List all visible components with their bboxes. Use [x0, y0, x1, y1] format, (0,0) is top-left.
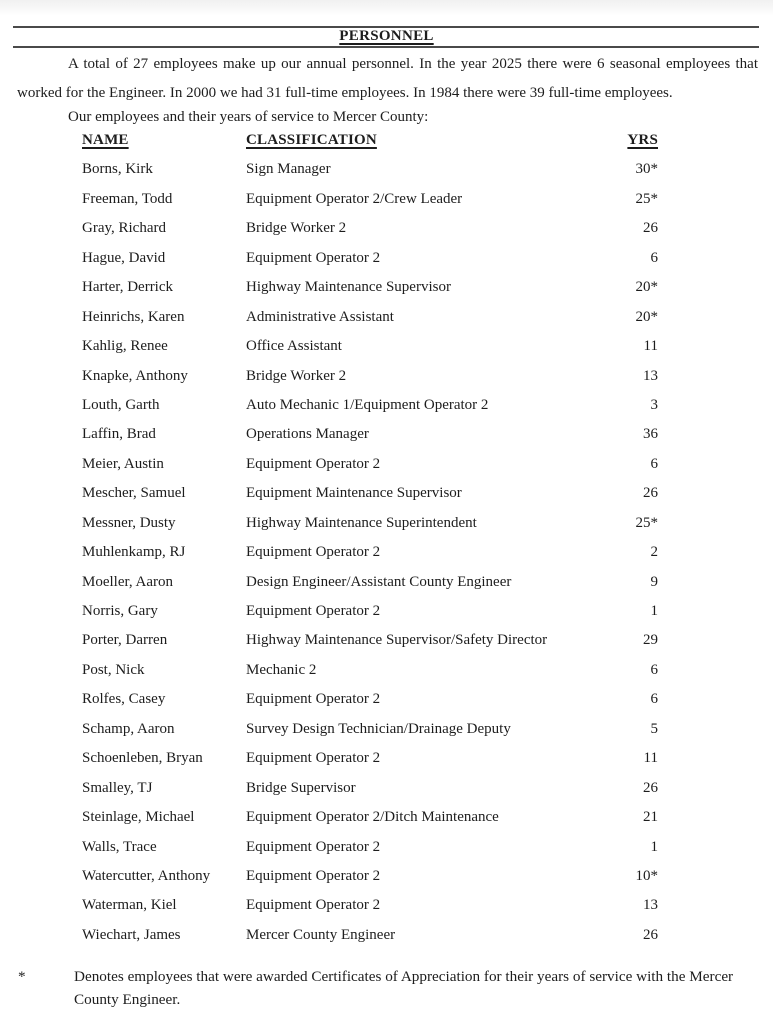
- employee-years: 25*: [635, 514, 658, 531]
- table-header-row: [82, 126, 658, 155]
- employee-name: Laffin, Brad: [82, 426, 156, 443]
- table-row: [82, 214, 658, 243]
- employee-name: Schamp, Aaron: [82, 720, 175, 737]
- header-years-label: YRS: [627, 132, 658, 148]
- footnote: [18, 965, 758, 1011]
- employee-classification: Office Assistant: [246, 338, 342, 355]
- employee-years: 20*: [635, 279, 658, 296]
- table-row: [82, 744, 658, 773]
- employee-name: Walls, Trace: [82, 838, 157, 855]
- employee-years: 26: [643, 926, 658, 943]
- employee-classification: Bridge Supervisor: [246, 779, 356, 796]
- footnote-asterisk: *: [18, 968, 26, 985]
- table-row: [82, 568, 658, 597]
- employee-years: 29: [643, 632, 658, 649]
- employee-classification: Bridge Worker 2: [246, 367, 347, 384]
- table-row: [82, 244, 658, 273]
- employee-classification: Highway Maintenance Supervisor: [246, 279, 451, 296]
- employee-years: 6: [650, 661, 658, 678]
- page-title-text: PERSONNEL: [339, 28, 434, 44]
- employee-classification: Bridge Worker 2: [246, 220, 347, 237]
- table-row: [82, 479, 658, 508]
- employee-name: Hague, David: [82, 249, 166, 266]
- employee-name: Muhlenkamp, RJ: [82, 544, 186, 561]
- employee-years: 26: [643, 779, 658, 796]
- employee-name: Porter, Darren: [82, 632, 168, 649]
- header-name-label: NAME: [82, 132, 129, 148]
- table-row: [82, 803, 658, 832]
- employee-years: 10*: [635, 867, 658, 884]
- employee-years: 5: [650, 720, 658, 737]
- intro-paragraph: A total of 27 employees make up our annual personnel. In the year 2025 there were 6 seasonal employees that worked for the Engineer. In 2000 we had 31 full-time employees. In 1984 there were 39 full-time employees.: [17, 56, 758, 102]
- employee-classification: Equipment Operator 2: [246, 249, 381, 266]
- employee-name: Steinlage, Michael: [82, 809, 195, 826]
- employee-name: Borns, Kirk: [82, 161, 153, 178]
- table-row: [82, 332, 658, 361]
- intro-subline: Our employees and their years of service to Mercer County:: [68, 109, 429, 125]
- employee-years: 6: [650, 455, 658, 472]
- employee-years: 26: [643, 220, 658, 237]
- employee-classification: Survey Design Technician/Drainage Deputy: [246, 720, 511, 737]
- employee-classification: Equipment Maintenance Supervisor: [246, 485, 462, 502]
- employee-name: Watercutter, Anthony: [82, 867, 211, 884]
- employee-name: Mescher, Samuel: [82, 485, 186, 502]
- employee-classification: Highway Maintenance Superintendent: [246, 514, 477, 531]
- employee-classification: Equipment Operator 2: [246, 603, 381, 619]
- table-row: [82, 538, 658, 567]
- employee-name: Norris, Gary: [82, 603, 158, 619]
- employee-name: Messner, Dusty: [82, 514, 176, 531]
- table-row: [82, 656, 658, 685]
- employee-years: 13: [643, 367, 658, 384]
- employee-years: 30*: [635, 161, 658, 178]
- table-row: [82, 774, 658, 803]
- employee-years: 6: [650, 249, 658, 266]
- table-row: [82, 921, 658, 950]
- table-row: [82, 862, 658, 891]
- header-classification-label: CLASSIFICATION: [246, 132, 377, 148]
- table-row: [82, 891, 658, 920]
- employee-name: Harter, Derrick: [82, 279, 174, 296]
- page-title: [0, 28, 773, 45]
- employee-name: Louth, Garth: [82, 396, 160, 413]
- employee-name: Smalley, TJ: [82, 779, 153, 796]
- employee-name: Post, Nick: [82, 661, 145, 678]
- employee-years: 11: [643, 338, 658, 355]
- employee-name: Meier, Austin: [82, 455, 164, 472]
- employee-years: 1: [650, 838, 658, 855]
- employee-classification: Equipment Operator 2: [246, 750, 381, 767]
- employee-years: 1: [650, 603, 658, 619]
- employee-years: 2: [650, 544, 658, 561]
- employee-years: 13: [643, 897, 658, 914]
- employee-name: Heinrichs, Karen: [82, 308, 185, 325]
- employee-classification: Equipment Operator 2: [246, 867, 381, 884]
- table-row: [82, 509, 658, 538]
- employee-name: Knapke, Anthony: [82, 367, 188, 384]
- employee-name: Gray, Richard: [82, 220, 166, 237]
- table-row: [82, 597, 658, 626]
- employee-years: 11: [643, 750, 658, 767]
- employee-name: Wiechart, James: [82, 926, 181, 943]
- employee-classification: Sign Manager: [246, 161, 331, 178]
- employee-years: 36: [643, 426, 658, 443]
- personnel-table: [82, 126, 658, 950]
- employee-classification: Equipment Operator 2: [246, 897, 381, 914]
- employee-years: 6: [650, 691, 658, 708]
- table-row: [82, 185, 658, 214]
- employee-classification: Operations Manager: [246, 426, 369, 443]
- table-row: [82, 391, 658, 420]
- employee-classification: Mercer County Engineer: [246, 926, 396, 943]
- employee-classification: Equipment Operator 2/Ditch Maintenance: [246, 809, 499, 826]
- scan-tint: [0, 0, 773, 16]
- employee-classification: Equipment Operator 2: [246, 691, 381, 708]
- table-row: [82, 420, 658, 449]
- employee-classification: Highway Maintenance Supervisor/Safety Director: [246, 632, 548, 649]
- table-row: [82, 715, 658, 744]
- table-row: [82, 155, 658, 184]
- header-classification-cell: [246, 126, 586, 155]
- personnel-table-rows: [82, 155, 658, 950]
- table-row: [82, 450, 658, 479]
- employee-classification: Equipment Operator 2: [246, 544, 381, 561]
- employee-classification: Equipment Operator 2: [246, 455, 381, 472]
- employee-years: 20*: [635, 308, 658, 325]
- employee-name: Waterman, Kiel: [82, 897, 177, 914]
- employee-years: 9: [650, 573, 658, 590]
- header-name-cell: [82, 126, 246, 155]
- employee-name: Freeman, Todd: [82, 190, 173, 207]
- employee-name: Kahlig, Renee: [82, 338, 168, 355]
- employee-classification: Equipment Operator 2: [246, 838, 381, 855]
- employee-classification: Auto Mechanic 1/Equipment Operator 2: [246, 396, 489, 413]
- employee-name: Rolfes, Casey: [82, 691, 166, 708]
- employee-name: Moeller, Aaron: [82, 573, 174, 590]
- table-row: [82, 833, 658, 862]
- employee-years: 21: [643, 809, 658, 826]
- employee-classification: Administrative Assistant: [246, 308, 394, 325]
- title-underline-rule: [13, 46, 759, 48]
- table-row: [82, 626, 658, 655]
- footnote-text: Denotes employees that were awarded Certificates of Appreciation for their years of service with the Mercer County Engineer.: [74, 968, 734, 1008]
- table-row: [82, 273, 658, 302]
- employee-years: 3: [650, 396, 658, 413]
- employee-classification: Mechanic 2: [246, 661, 317, 678]
- employee-name: Schoenleben, Bryan: [82, 750, 203, 767]
- employee-years: 25*: [635, 190, 658, 207]
- table-row: [82, 362, 658, 391]
- employee-years: 26: [643, 485, 658, 502]
- table-row: [82, 685, 658, 714]
- employee-classification: Equipment Operator 2/Crew Leader: [246, 190, 463, 207]
- table-row: [82, 303, 658, 332]
- header-years-cell: [586, 126, 658, 155]
- employee-classification: Design Engineer/Assistant County Engineer: [246, 573, 512, 590]
